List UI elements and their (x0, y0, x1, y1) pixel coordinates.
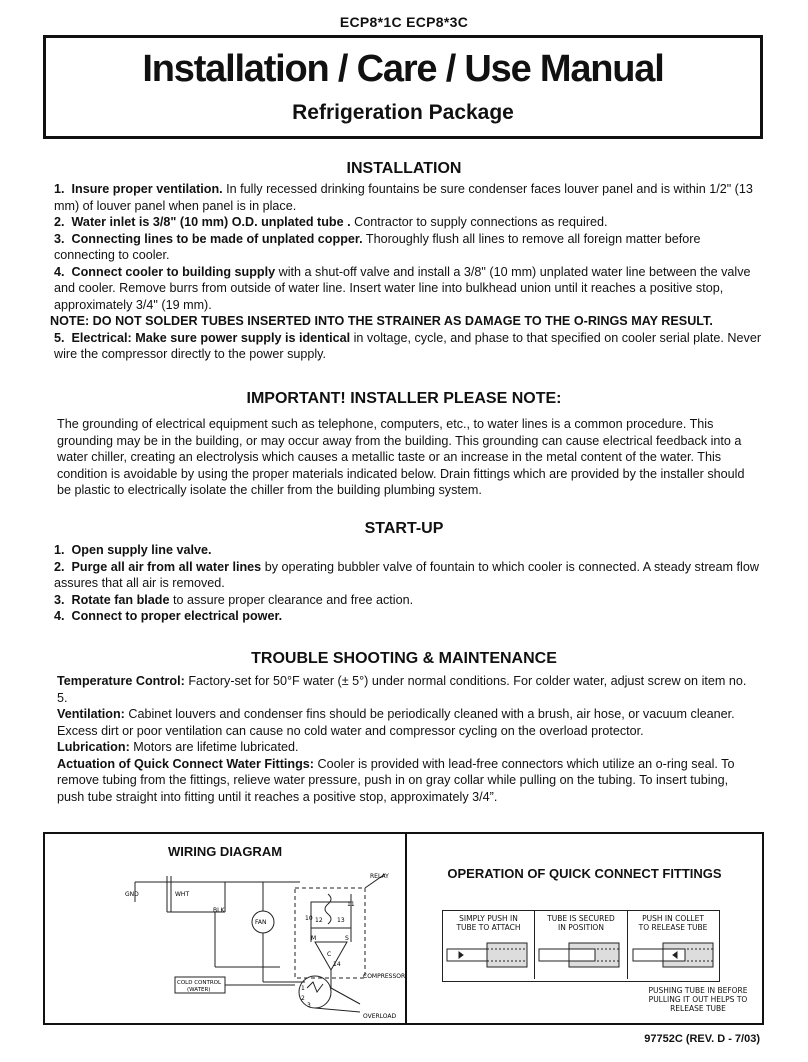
diagram-divider (405, 834, 407, 1023)
caption-line: PUSHING TUBE IN BEFORE (648, 986, 748, 995)
trouble-heading: TROUBLE SHOOTING & MAINTENANCE (251, 650, 557, 667)
document-code: 97752C (REV. D - 7/03) (644, 1033, 760, 1045)
installation-item (54, 330, 764, 363)
gnd-label: GND (125, 891, 139, 898)
item-number: 1. (54, 543, 65, 557)
item-number: 4. (54, 264, 65, 279)
wiring-diagram (115, 862, 406, 1020)
startup-item (54, 559, 764, 592)
trouble-item (57, 739, 752, 756)
installation-note: NOTE: DO NOT SOLDER TUBES INSERTED INTO THE STRAINER AS DAMAGE TO THE O-RINGS MAY RESULT. (50, 314, 713, 328)
title-box (43, 35, 763, 139)
trouble-list (57, 673, 752, 805)
terminal-14: 14 (333, 961, 341, 968)
item-number: 4. (54, 609, 65, 623)
panel-1-label (443, 914, 534, 932)
page-title: Installation / Care / Use Manual (142, 48, 664, 90)
panel-label-line: PUSH IN COLLET (642, 914, 704, 923)
terminal-12: 12 (315, 917, 323, 924)
installation-item (54, 231, 764, 264)
installation-section (0, 160, 808, 178)
startup-item (54, 542, 764, 559)
item-text: by operating bubbler valve of fountain to which cooler is connected. A steady stream flow assures that all air is removed. (54, 559, 759, 590)
quick-connect-panels (442, 910, 720, 982)
panel-label-line: TO RELEASE TUBE (638, 923, 708, 932)
wiring-diagram-title: WIRING DIAGRAM (167, 844, 283, 859)
panel-label-line: TUBE IS SECURED (547, 914, 615, 923)
fan-label: FAN (255, 919, 267, 926)
item-number: 1. (54, 182, 65, 196)
item-text: to assure proper clearance and free action. (169, 592, 414, 607)
item-bold-text: Connect to proper electrical power. (71, 609, 283, 623)
item-number: 3. (54, 592, 65, 607)
quick-connect-caption (628, 986, 768, 1013)
item-number: 3. (54, 231, 65, 246)
installation-heading: INSTALLATION (346, 160, 462, 177)
item-text: in voltage, cycle, and phase to that specified on cooler serial plate. Never wire the compressor directly to the power supply. (54, 330, 762, 361)
item-text: Thoroughly flush all lines to remove all foreign matter before connecting to cooler. (54, 231, 701, 262)
trouble-item (57, 706, 752, 739)
item-bold-text: Connect cooler to building supply (71, 264, 276, 279)
item-bold-text: Electrical: Make sure power supply is identical (71, 330, 351, 345)
item-bold-text: Temperature Control: (57, 674, 185, 688)
item-number: 5. (54, 330, 65, 345)
item-bold-text: Rotate fan blade (71, 592, 170, 607)
terminal-13: 13 (337, 917, 345, 924)
important-paragraph: The grounding of electrical equipment such as telephone, computers, etc., to water lines is a common procedure. This grounding may be in the building, or may occur away from the building. This grounding can cause electrical feedback into a water chiller, creating an electrolysis which causes a metallic taste or an increase in the metal content of the water. This condition is avoidable by using the proper materials indicated below. Drain fittings which are provided by the installer should be plastic to electrically isolate the chiller from the building plumbing system. (57, 417, 745, 497)
item-bold-text: Water inlet is 3/8" (10 mm) O.D. unplated tube . (71, 215, 351, 229)
installation-list (50, 181, 764, 363)
water-label: (WATER) (187, 987, 211, 993)
item-text: Factory-set for 50°F water (± 5°) under normal conditions. For colder water, adjust screw on item no. 5. (57, 674, 747, 705)
trouble-item (57, 756, 752, 806)
model-numbers: ECP8*1C ECP8*3C (339, 14, 469, 30)
item-bold-text: Open supply line valve. (71, 543, 212, 557)
startup-section (0, 520, 808, 538)
startup-heading: START-UP (364, 520, 444, 537)
trouble-item (57, 673, 752, 706)
startup-item (54, 608, 764, 625)
item-text: Cabinet louvers and condenser fins should be periodically cleaned with a brush, air hose, or vacuum cleaner. Excess dirt or poor ventilation can cause no cold water and compressor cycling on the overload protector. (57, 707, 735, 738)
overload-terminal-3: 3 (307, 1002, 311, 1009)
installation-item (54, 264, 764, 314)
important-heading: IMPORTANT! INSTALLER PLEASE NOTE: (246, 390, 562, 407)
item-bold-text: Actuation of Quick Connect Water Fittings: (57, 756, 315, 771)
relay-label: RELAY (370, 873, 389, 880)
terminal-c: C (327, 951, 332, 958)
compressor-label: COMPRESSOR (363, 973, 406, 980)
item-text: Motors are lifetime lubricated. (129, 740, 299, 754)
item-number: 2. (54, 215, 65, 229)
item-bold-text: Insure proper ventilation. (71, 182, 223, 196)
page-subtitle: Refrigeration Package (292, 101, 514, 124)
item-bold-text: Lubrication: (57, 740, 130, 754)
terminal-m: M (311, 935, 317, 942)
overload-terminal-1: 1 (301, 985, 305, 992)
blk-label: BLK (213, 907, 225, 914)
startup-item (54, 592, 764, 609)
fitting-illustrations (443, 935, 718, 977)
panel-label-line: TUBE TO ATTACH (456, 923, 521, 932)
caption-line: RELEASE TUBE (670, 1004, 726, 1013)
wht-label: WHT (175, 891, 190, 898)
item-number: 2. (54, 559, 65, 574)
overload-terminal-2: 2 (301, 995, 305, 1002)
terminal-s: S (345, 935, 349, 942)
diagram-frame (43, 832, 764, 1025)
startup-list (54, 542, 764, 625)
item-text: with a shut-off valve and install a 3/8" (10 mm) unplated water line between the valve and cooler. Remove burrs from outside of water line. Insert water line into bulkhead union until it reaches a positive stop, approximately 3/4" (19 mm). (54, 264, 751, 312)
panel-label-line: IN POSITION (558, 923, 604, 932)
panel-2-label (535, 914, 627, 932)
item-bold-text: Purge all air from all water lines (71, 559, 262, 574)
caption-line: PULLING IT OUT HELPS TO (648, 995, 748, 1004)
panel-3-label (628, 914, 718, 932)
overload-label: OVERLOAD (363, 1013, 397, 1020)
trouble-section (0, 650, 808, 668)
item-text: Contractor to supply connections as required. (350, 215, 608, 229)
item-text: In fully recessed drinking fountains be sure condenser faces louver panel and is within 1/2" (13 mm) of louver panel when panel is in place. (54, 182, 753, 213)
installation-item (54, 214, 764, 231)
item-text: Cooler is provided with lead-free connectors which utilize an o-ring seal. To remove tubing from the fittings, relieve water pressure, push in on gray collar while pulling on the tubing. To insert tubing, push tube straight into fitting until it reaches a positive stop, approximately 3/4”. (57, 756, 735, 804)
quick-connect-title: OPERATION OF QUICK CONNECT FITTINGS (447, 866, 722, 881)
important-section (0, 390, 808, 408)
panel-label-line: SIMPLY PUSH IN (459, 914, 518, 923)
item-bold-text: Ventilation: (57, 707, 125, 721)
cold-control-label: COLD CONTROL (177, 980, 222, 986)
installation-item (54, 181, 764, 214)
terminal-11: 11 (347, 901, 355, 908)
terminal-10: 10 (305, 915, 313, 922)
item-bold-text: Connecting lines to be made of unplated copper. (71, 231, 363, 246)
